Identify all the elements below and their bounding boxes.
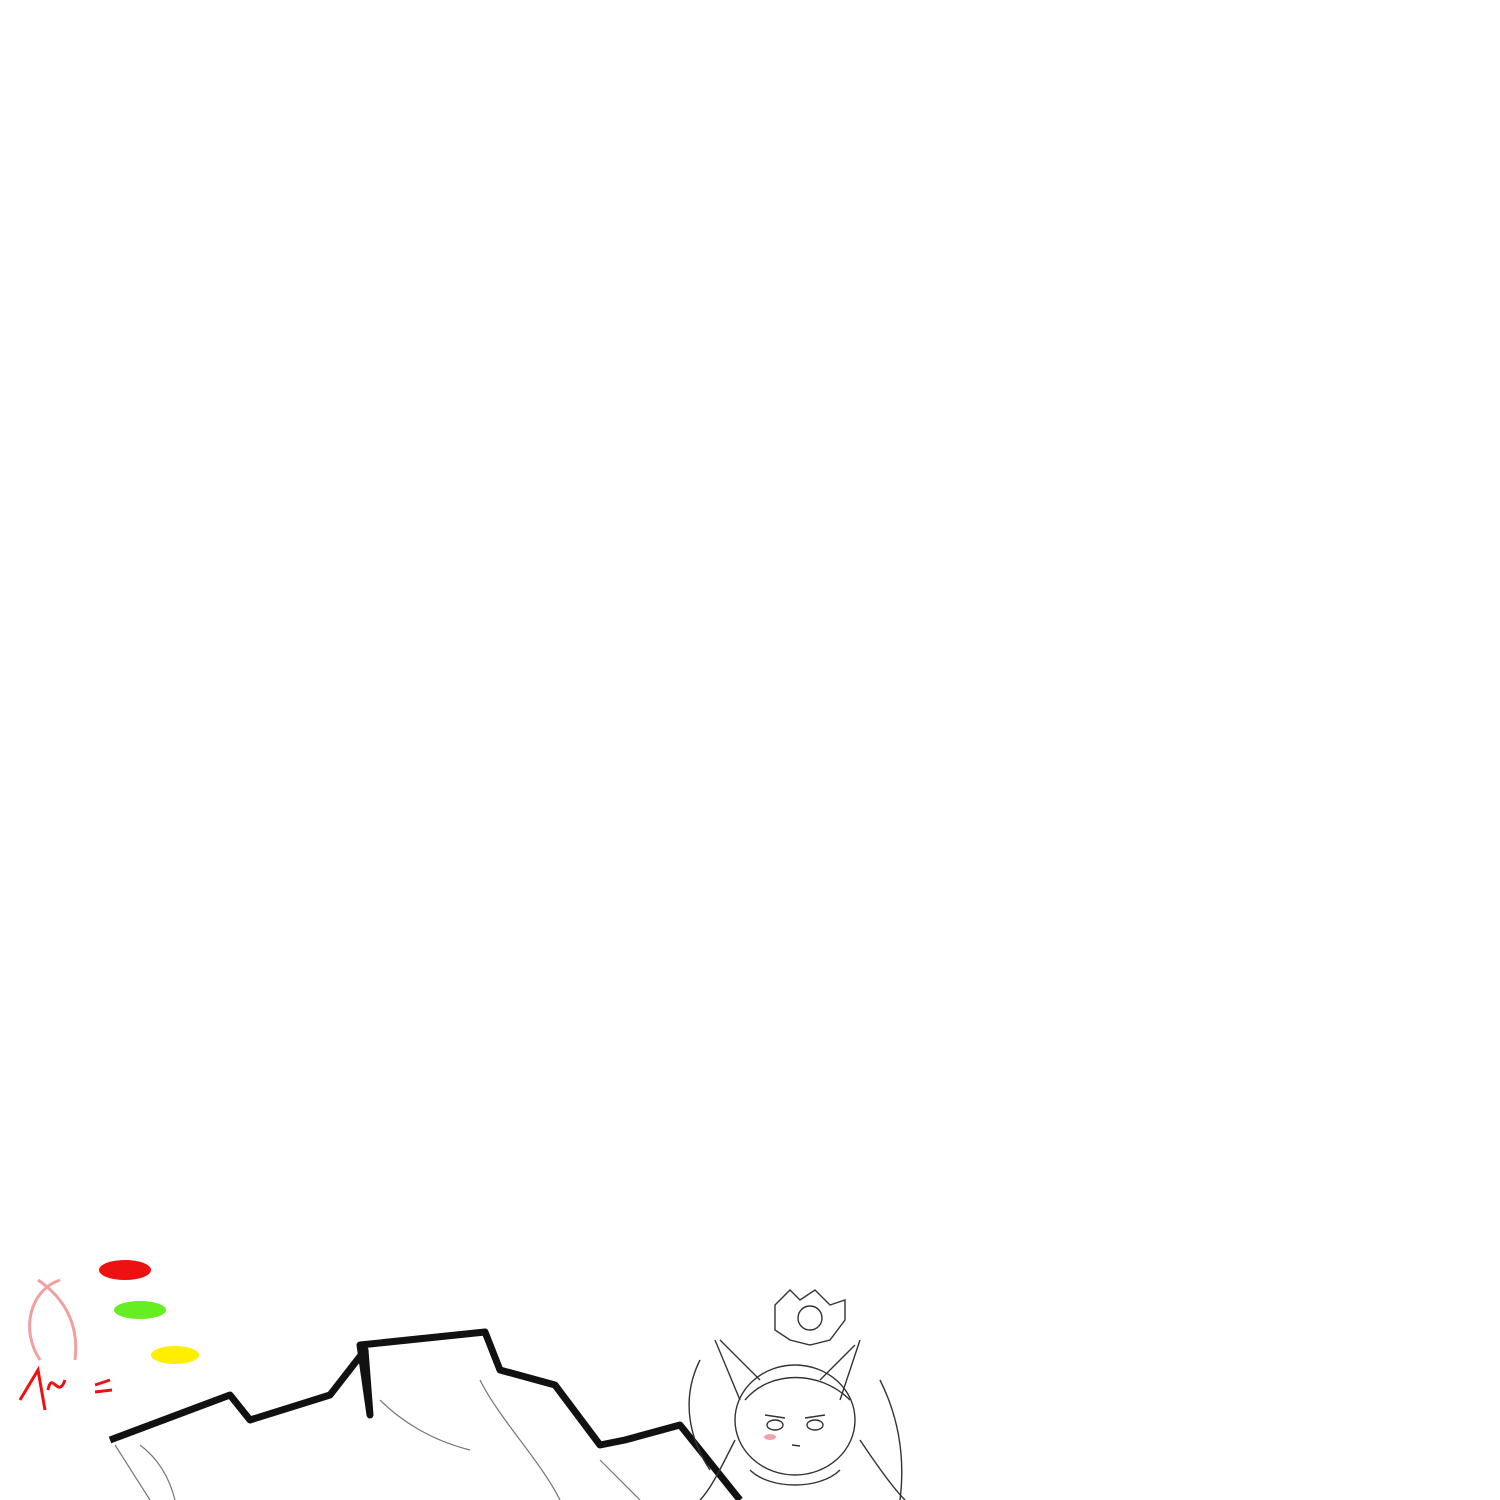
legend-medium-marker bbox=[151, 1346, 199, 1364]
legend-high-marker bbox=[114, 1301, 166, 1319]
gear-outline-sketch bbox=[110, 1332, 740, 1500]
legend-low-marker bbox=[99, 1260, 151, 1280]
sketch-drawing bbox=[0, 1205, 1500, 1500]
character-sketch bbox=[689, 1290, 905, 1500]
red-scribble bbox=[20, 1370, 112, 1410]
red-squiggle bbox=[30, 1280, 76, 1360]
character-blush bbox=[764, 1434, 776, 1440]
